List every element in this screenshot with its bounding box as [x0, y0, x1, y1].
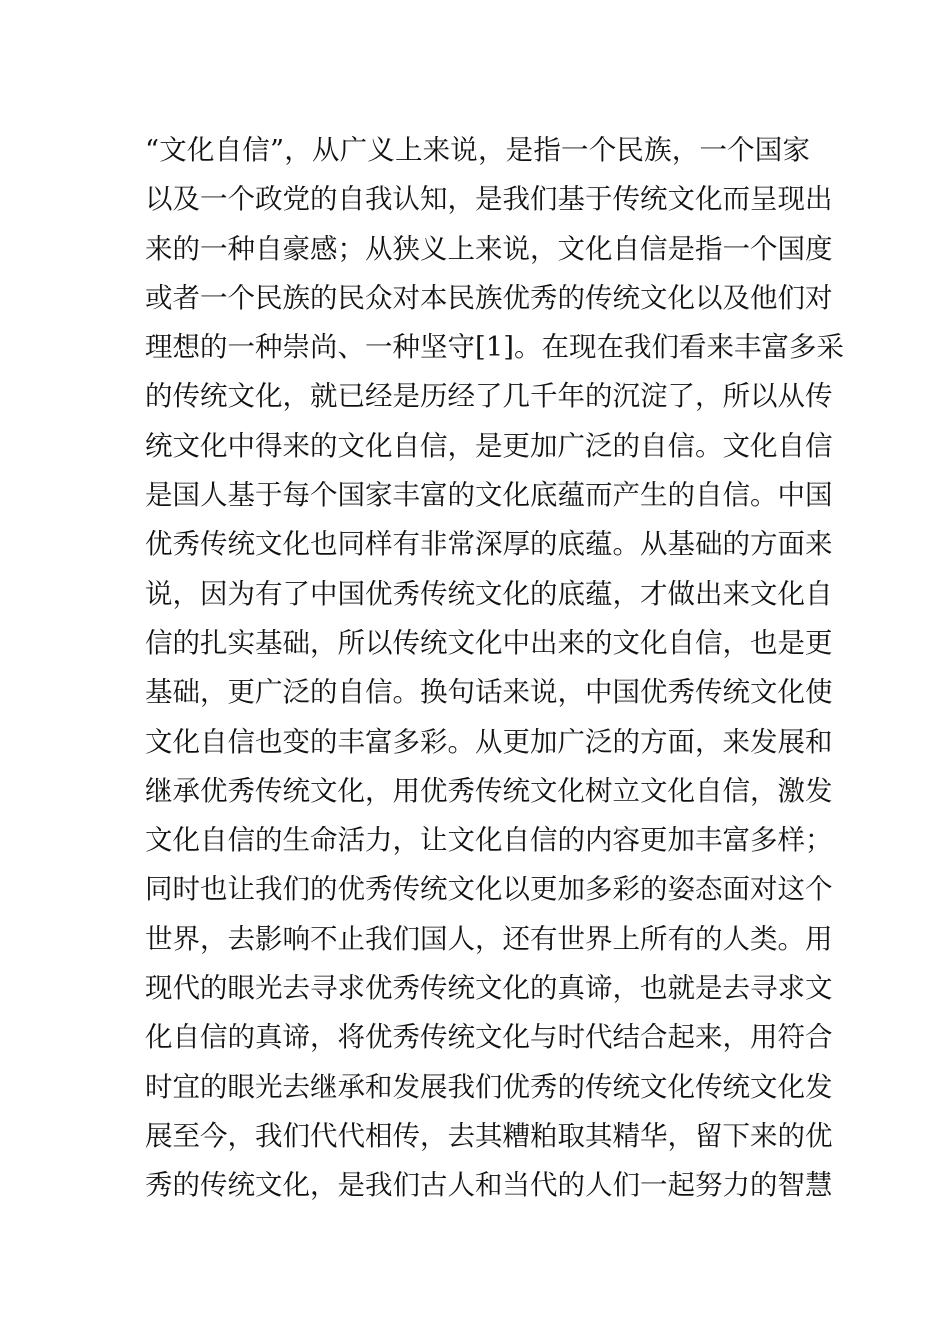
text-line-7: 统文化中得来的文化自信，是更加广泛的自信。文化自信 — [145, 429, 833, 462]
text-line-15: 文化自信的生命活力，让文化自信的内容更加丰富多样； — [145, 824, 833, 857]
text-line-11: 信的扎实基础，所以传统文化中出来的文化自信，也是更 — [145, 626, 833, 659]
body-paragraph — [145, 126, 844, 1211]
text-line-20: 时宜的眼光去继承和发展我们优秀的传统文化传统文化发 — [145, 1070, 833, 1103]
text-line-4: 或者一个民族的民众对本民族优秀的传统文化以及他们对 — [145, 281, 833, 314]
text-line-2: 以及一个政党的自我认知，是我们基于传统文化而呈现出 — [145, 183, 833, 216]
text-line-16: 同时也让我们的优秀传统文化以更加多彩的姿态面对这个 — [145, 873, 833, 906]
text-line-22: 秀的传统文化，是我们古人和当代的人们一起努力的智慧 — [145, 1169, 833, 1202]
text-line-14: 继承优秀传统文化，用优秀传统文化树立文化自信，激发 — [145, 774, 833, 807]
text-line-13: 文化自信也变的丰富多彩。从更加广泛的方面，来发展和 — [145, 725, 833, 758]
text-line-5: 理想的一种崇尚、一种坚守[1]。在现在我们看来丰富多采 — [145, 331, 844, 364]
text-line-9: 优秀传统文化也同样有非常深厚的底蕴。从基础的方面来 — [145, 528, 833, 561]
text-line-8: 是国人基于每个国家丰富的文化底蕴而产生的自信。中国 — [145, 479, 833, 512]
text-line-19: 化自信的真谛，将优秀传统文化与时代结合起来，用符合 — [145, 1021, 833, 1054]
text-line-10: 说，因为有了中国优秀传统文化的底蕴，才做出来文化自 — [145, 577, 833, 610]
text-line-21: 展至今，我们代代相传，去其糟粕取其精华，留下来的优 — [145, 1119, 833, 1152]
text-line-3: 来的一种自豪感；从狭义上来说，文化自信是指一个国度 — [145, 232, 833, 265]
text-line-6: 的传统文化，就已经是历经了几千年的沉淀了，所以从传 — [145, 380, 833, 413]
text-line-12: 基础，更广泛的自信。换句话来说，中国优秀传统文化使 — [145, 676, 833, 709]
text-line-18: 现代的眼光去寻求优秀传统文化的真谛，也就是去寻求文 — [145, 972, 833, 1005]
text-line-1: “文化自信”，从广义上来说，是指一个民族，一个国家 — [145, 134, 810, 166]
text-line-17: 世界，去影响不止我们国人，还有世界上所有的人类。用 — [145, 922, 833, 955]
